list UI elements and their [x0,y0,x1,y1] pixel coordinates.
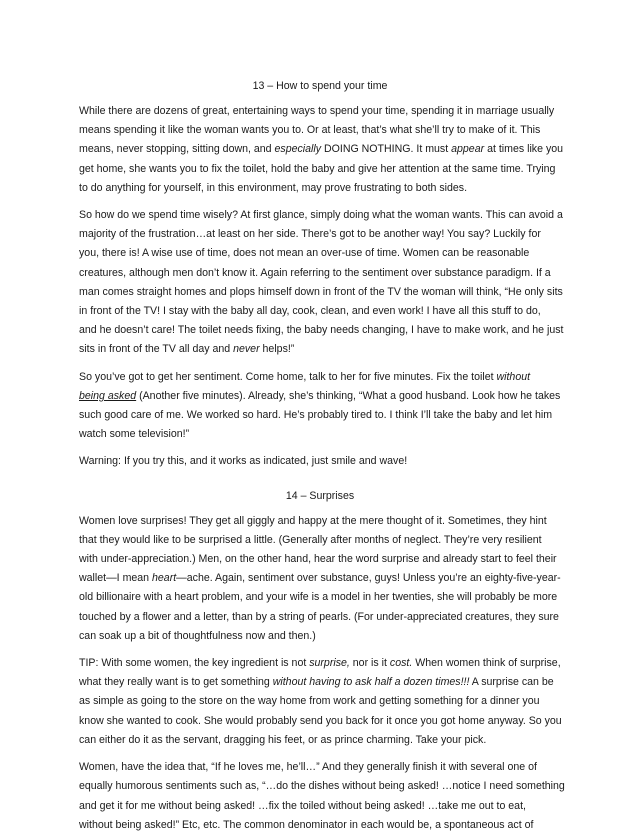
italic-text: heart [152,572,177,585]
text-line [79,550,561,569]
text-line [79,627,561,646]
text-line [79,712,561,731]
text-line [79,340,561,359]
text-line [79,797,561,816]
text-run: So how do we spend time wisely? At first glance, simply doing what the woman wants. This can avoid a [79,209,563,222]
text-run: sits in front of the TV all day and [79,343,234,356]
text-run: (Another five minutes). Already, she’s thinking, “What a good husband. Look how he takes [136,389,561,402]
text-run: means, never stopping, sitting down, and [79,143,275,156]
text-line [79,588,561,607]
text-line [79,283,561,302]
text-run: and he doesn’t care! The toilet needs fixing, the baby needs changing, I have to make work, and he just [79,324,564,337]
text-run: watch some television!” [79,428,190,441]
text-line [79,777,565,796]
paragraph [79,654,561,750]
text-line [79,531,561,550]
text-line [79,569,561,588]
text-run: When women think of surprise, [412,657,561,670]
paragraph [79,368,561,445]
paragraph [79,512,561,646]
text-line [79,160,561,179]
text-line [79,425,561,444]
italic-text: never [233,343,260,356]
text-line [79,121,561,140]
text-line [79,452,561,471]
text-line [79,102,561,121]
paragraph [79,758,565,835]
text-run: equally humorous sentiments such as, “…do the dishes without being asked! …notice I need something [79,780,565,793]
text-run: —ache. Again, sentiment over substance, guys! Unless you’re an eighty-five-year- [176,572,561,585]
text-run: helps!” [259,343,295,356]
text-run: as simple as going to the store on the way home from work and getting something for a dinner you [79,695,540,708]
italic-text: appear [451,143,485,156]
text-line [79,758,561,777]
text-run: to do anything for yourself, in this environment, may prove frustrating to both sides. [79,181,468,194]
text-line [79,654,561,673]
text-run: means spending it like the woman wants you to. Or at least, that’s what she’ll try to make of it. This [79,124,541,137]
section-title: 13 – How to spend your time [252,80,388,92]
italic-text: especially [274,143,322,156]
text-run: A surprise can be [469,676,554,689]
text-run: know she wanted to cook. She would probably send you back for it once you got home anyway. So you [79,714,562,727]
paragraph [79,452,561,471]
text-run: wallet—I mean [79,572,153,585]
text-run: what they really want is to get something [79,676,273,689]
text-line [79,179,561,198]
text-run: So you’ve got to get her sentiment. Come home, talk to her for five minutes. Fix the toilet [79,370,497,383]
text-run: can either do it as the servant, dragging his feet, or as prince charming. Take your pick. [79,733,487,746]
text-run: DOING NOTHING. It must [321,143,452,156]
text-line [79,512,561,531]
text-line [79,321,564,340]
text-line [79,673,561,692]
text-run: with under-appreciation.) Men, on the other hand, hear the word surprise and already start to feel their [79,553,557,566]
text-line [79,264,561,283]
underlined-text: being asked [79,389,137,402]
text-run: While there are dozens of great, entertaining ways to spend your time, spending it in marriage usually [79,105,555,117]
italic-text: without [496,370,531,383]
text-run: in front of the TV! I stay with the baby all day, cook, clean, and even work! I have all this stuff to do, [79,305,541,318]
text-run: that they would like to be surprised a little. (Generally after months of neglect. They’re very resilient [79,533,542,546]
text-line [79,206,561,225]
text-line [79,387,561,406]
text-line [79,225,561,244]
italic-text: cost. [389,657,413,670]
text-line [79,608,561,627]
text-line [79,731,561,750]
section-title: 14 – Surprises [285,489,355,502]
italic-text: without having to ask half a dozen times!!! [272,676,470,689]
text-run: such good care of me. We worked so hard. He’s probably tired to. I think I’ll take the baby and let him [79,409,553,422]
text-run: majority of the frustration…at least on her side. There’s got to be another way! You say? Luckily for [79,228,541,241]
text-run: Women love surprises! They get all giggly and happy at the mere thought of it. Sometimes, they hint [79,514,547,527]
text-run: touched by a flower and a letter, than by a string of pearls. (For under-appreciated creatures, they sure [79,610,559,623]
italic-text: surprise, [309,657,350,670]
text-run: get home, she wants you to fix the toilet, hold the baby and give her attention at the same time. Trying [79,162,556,175]
paragraph [79,102,564,198]
text-run: creatures, although men don’t know it. Again referring to the sentiment over substance paradigm. If a [79,266,551,279]
text-line [79,140,564,159]
text-run: without being asked!” Etc, etc. The common denominator in each would be, a spontaneous act of [79,818,534,831]
text-line [79,244,561,263]
text-run: can soak up a bit of thoughtfulness now and then.) [79,629,316,642]
text-run: and get it for me without being asked! …fix the toiled without being asked! …take me out to eat, [79,799,526,812]
text-run: man comes straight homes and plops himself down in front of the TV the woman will think, “He only sits [79,285,563,298]
text-line [79,368,561,387]
paragraph [79,206,564,360]
text-run: nor is it [349,657,390,670]
text-run: you, there is! A wise use of time, does not mean an over-use of time. Women can be reasonable [79,247,530,260]
text-line [79,406,561,425]
text-line [79,302,561,321]
text-run: Warning: If you try this, and it works as indicated, just smile and wave! [79,455,408,468]
text-run: old billionaire with a heart problem, and your wife is a model in her twenties, she will probably be more [79,591,558,604]
text-line [79,816,561,835]
text-run: at times like you [484,143,564,156]
text-run: TIP: With some women, the key ingredient is not [79,657,310,670]
text-line [79,692,561,711]
text-run: Women, have the idea that, “If he loves me, he’ll…” And they generally finish it with several one of [79,761,537,774]
